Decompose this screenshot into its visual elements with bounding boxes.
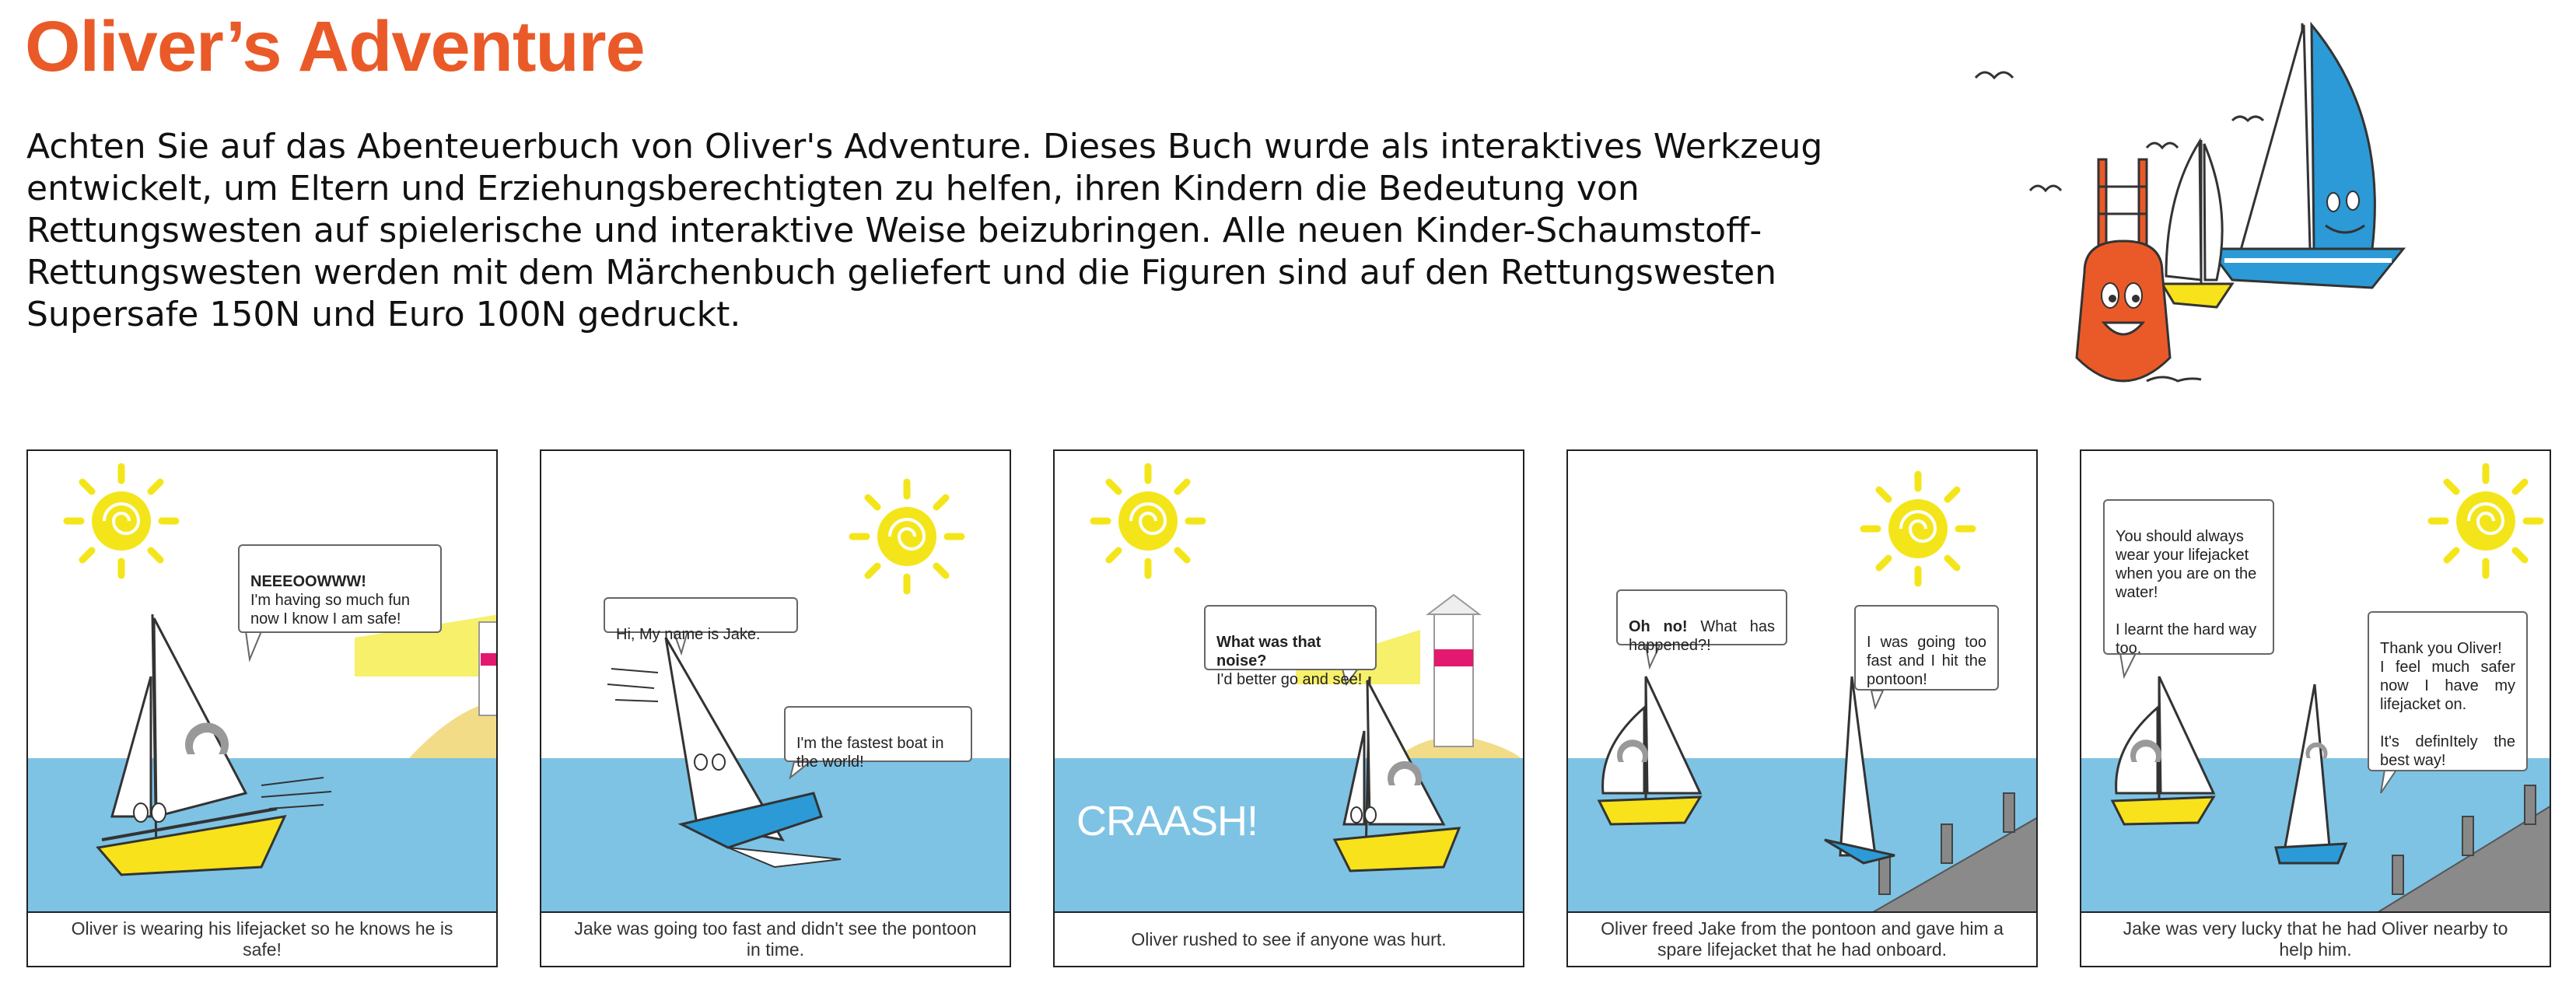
- speech-bubble: [1854, 605, 1999, 691]
- bubble-text: I'm having so much fun now I know I am safe!: [250, 592, 411, 628]
- speech-bubble: [1616, 589, 1787, 654]
- sun-icon: [852, 482, 961, 591]
- white-sailboat-character: [2162, 140, 2232, 307]
- panel-caption: Jake was going too fast and didn't see the pontoon in time.: [541, 911, 1010, 966]
- sun-icon: [2431, 467, 2540, 575]
- panel-caption: Jake was very lucky that he had Oliver nearby to help him.: [2081, 911, 2550, 966]
- comic-panel-3: [1053, 449, 1524, 967]
- sound-effect-text: CRAASH!: [1076, 798, 1258, 844]
- bubble-heading: NEEEOOWWW!: [250, 573, 366, 590]
- hero-illustration: [1968, 16, 2543, 420]
- seagull-icon: [2232, 117, 2263, 121]
- panel-caption: Oliver freed Jake from the pontoon and gave him a spare lifejacket that he had onboard.: [1568, 911, 2036, 966]
- panel-4-scene: [1568, 451, 2038, 967]
- bubble-text: I'd better go and see!: [1216, 671, 1363, 688]
- bubble-text: Thank you Oliver! I feel much safer now I have my lifejacket on. It's definItely the best way!: [2380, 640, 2515, 769]
- speech-bubble: [2103, 499, 2274, 655]
- speech-bubble: [784, 706, 972, 771]
- oliver-sailboat-character: [2112, 677, 2214, 824]
- sun-icon: [67, 467, 176, 575]
- sun-icon: [1864, 474, 1972, 583]
- seagull-icon: [2030, 186, 2061, 191]
- comic-panel-2: [540, 449, 1011, 967]
- bubble-text: What has happened?!: [1629, 618, 1775, 654]
- panel-3-scene: [1055, 451, 1524, 967]
- speech-bubble: [2368, 611, 2528, 771]
- intro-paragraph: Achten Sie auf das Abenteuerbuch von Oliver's Adventure. Dieses Buch wurde als interaktives Werkzeug entwickelt, um Eltern und Erziehungsberechtigten zu helfen, ihren Kindern die Bedeutung von Rettungswesten auf spielerische und interaktive Weise beizubringen. Alle neuen Kinder-Schaumstoff-Rettungswesten werden mit dem Märchenbuch geliefert und die Figuren sind auf den Rettungswesten Supersafe 150N und Euro 100N gedruckt.: [26, 127, 1823, 334]
- bubble-heading: Oh no!: [1629, 618, 1688, 635]
- comic-panel-5: [2080, 449, 2551, 967]
- panel-1-scene: [28, 451, 498, 967]
- bubble-heading: What was that noise?: [1216, 634, 1321, 670]
- comic-panel-1: [26, 449, 498, 967]
- panel-caption: Oliver is wearing his lifejacket so he knows he is safe!: [28, 911, 496, 966]
- bubble-text: Hi, My name is Jake.: [616, 626, 761, 643]
- blue-sailboat-character: [2209, 23, 2403, 288]
- bubble-text: I was going too fast and I hit the pontoon!: [1867, 634, 1986, 688]
- panel-caption: Oliver rushed to see if anyone was hurt.: [1055, 911, 1523, 966]
- sun-icon: [1094, 467, 1202, 575]
- bubble-text: You should always wear your lifejacket when you are on the water! I learnt the hard way too.: [2116, 528, 2257, 657]
- oliver-sailboat-character: [1599, 677, 1700, 824]
- speech-bubble: [604, 597, 798, 643]
- comic-panel-4: [1566, 449, 2038, 967]
- seagull-icon: [2147, 143, 2178, 148]
- speech-bubble: [1204, 605, 1377, 688]
- page-title: Oliver’s Adventure: [25, 7, 645, 86]
- seagull-icon: [1976, 72, 2013, 78]
- speech-bubble: [238, 544, 442, 633]
- bubble-text: I'm the fastest boat in the world!: [796, 735, 944, 771]
